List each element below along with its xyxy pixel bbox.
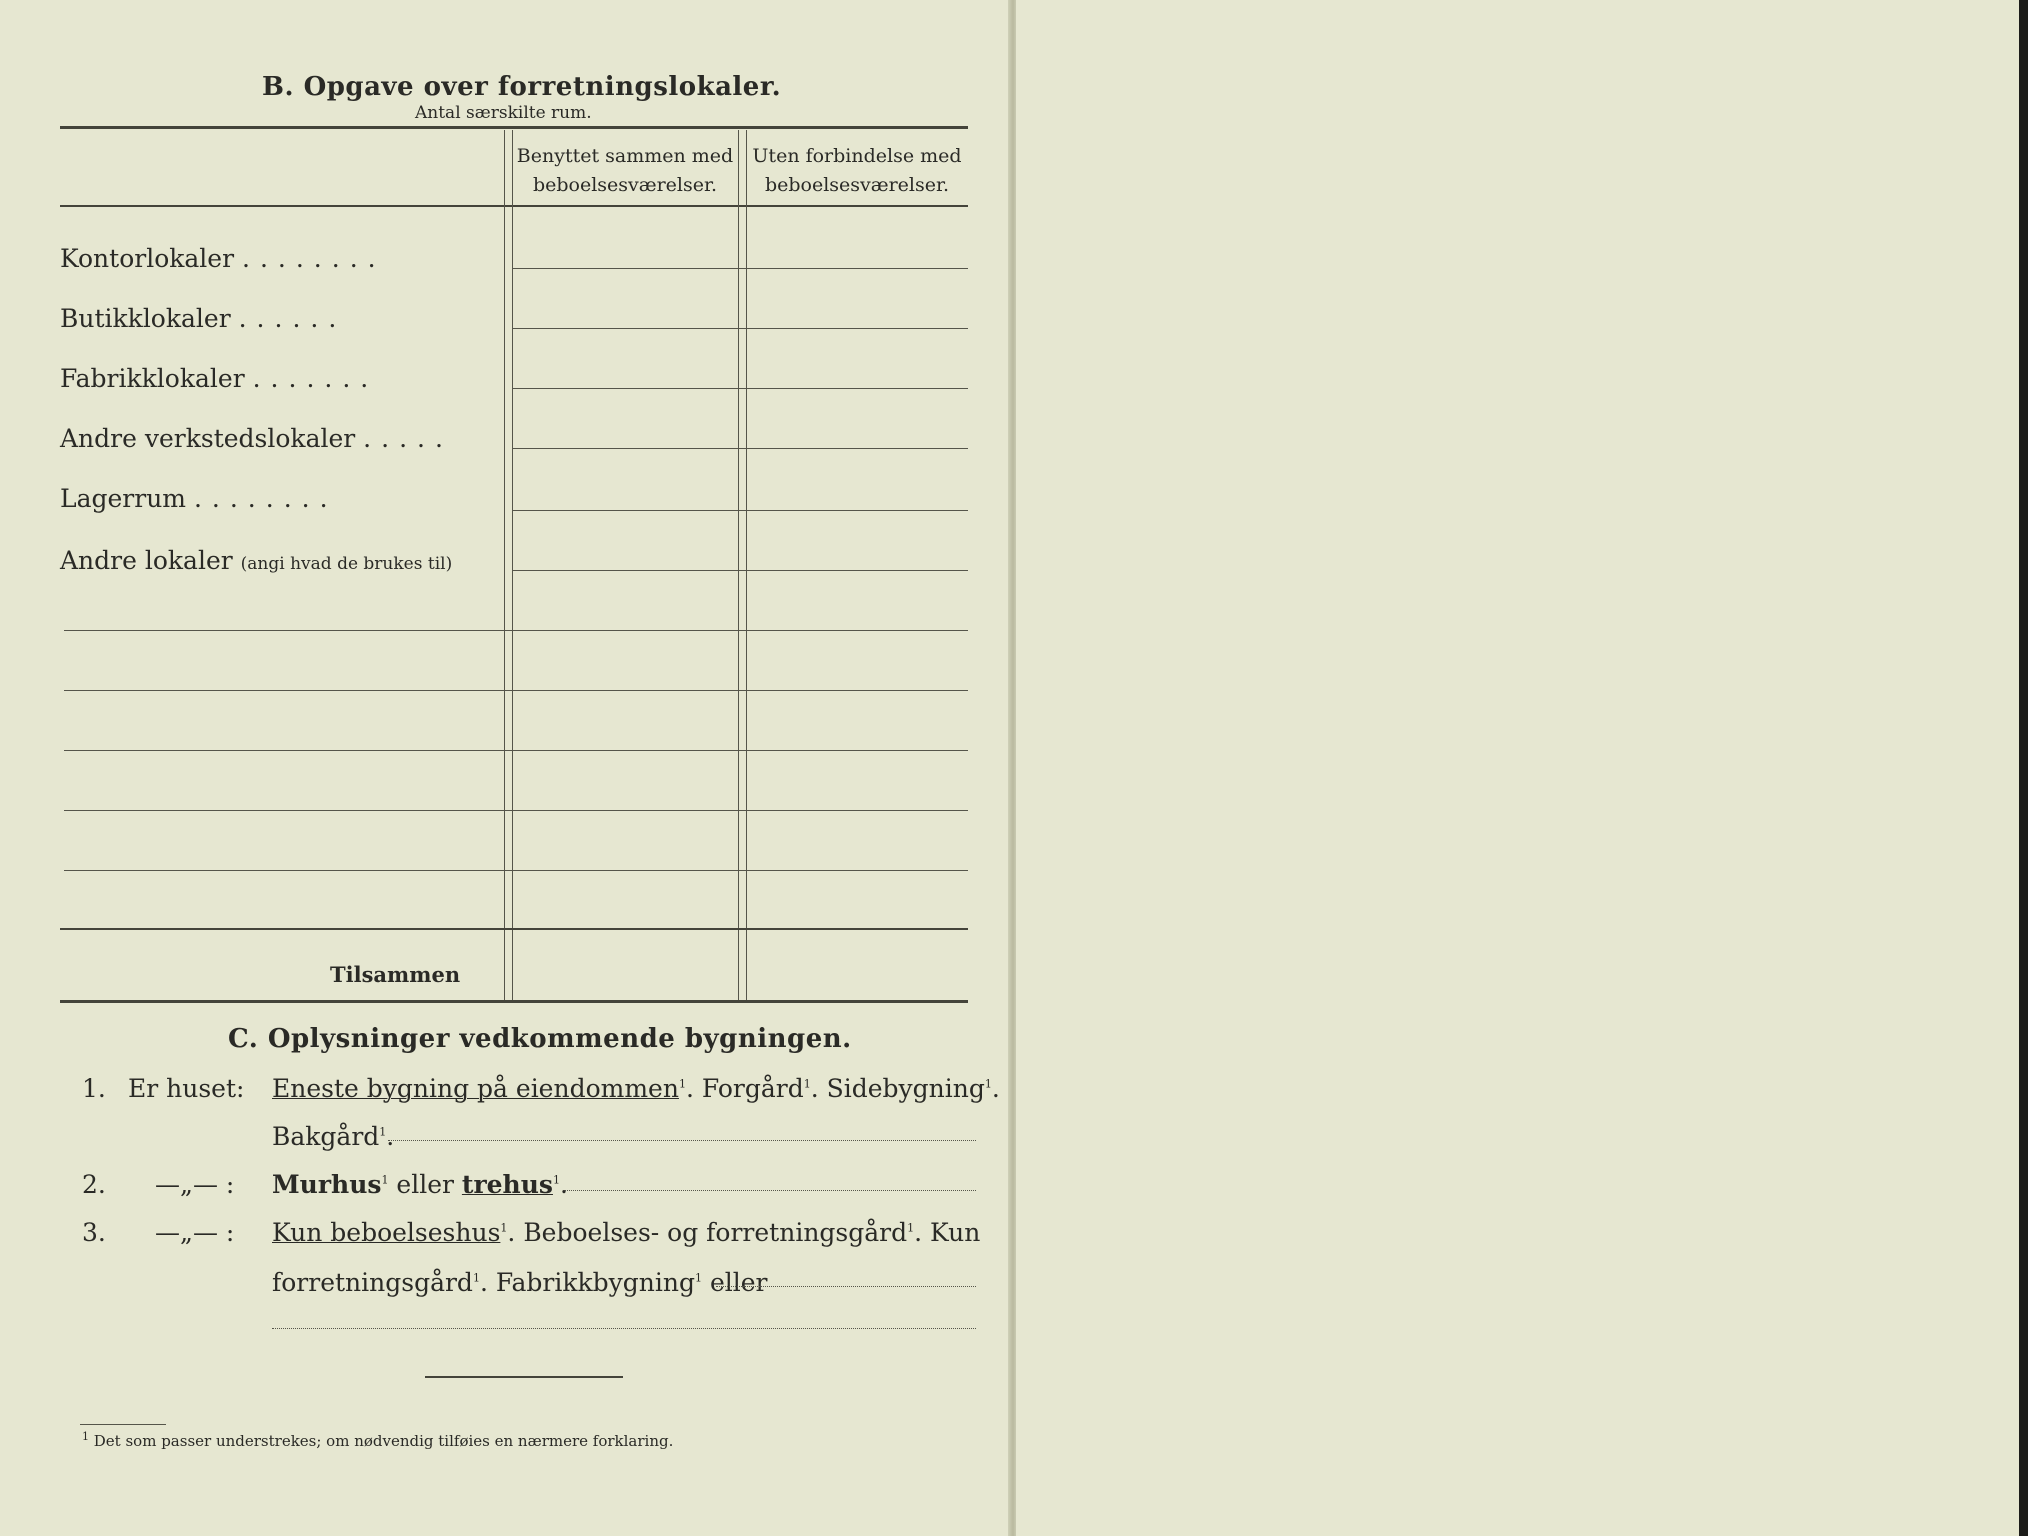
row-label-verkstedslokaler: Andre verkstedslokaler .....: [60, 424, 453, 453]
item3-options: Kun beboelseshus$^1$. Beboelses- og forretningsgård$^1$. Kun: [272, 1218, 981, 1247]
right-page: [1016, 0, 2019, 1536]
section-c-title: C. Oplysninger vedkommende bygningen.: [228, 1024, 852, 1054]
row-label-kontorlokaler: Kontorlokaler ........: [60, 244, 386, 273]
option-trehus: trehus: [461, 1170, 553, 1199]
row-label-andre-lokaler: Andre lokaler (angi hvad de brukes til): [60, 546, 453, 575]
footnote: $^1$ Det som passer understrekes; om nødvendig tilføies en nærmere forklaring.: [82, 1430, 674, 1450]
item3-options-cont: forretningsgård$^1$. Fabrikkbygning$^1$ eller: [272, 1268, 768, 1297]
column-header-shared: Benyttet sammen med beboelsesværelser.: [516, 145, 734, 196]
section-b-subtitle: Antal særskilte rum.: [415, 103, 592, 123]
total-label: Tilsammen: [330, 962, 461, 987]
item1-lead: Er huset:: [128, 1074, 245, 1103]
row-label-lagerrum: Lagerrum ........: [60, 484, 338, 513]
section-b-title: B. Opgave over forretningslokaler.: [262, 72, 782, 102]
item1-options-cont: Bakgård$^1$.: [272, 1122, 395, 1151]
option-eneste-bygning: Eneste bygning på eiendommen: [272, 1074, 679, 1103]
item2-number: 2.: [82, 1170, 106, 1199]
left-page: [0, 0, 1012, 1536]
item1-options: Eneste bygning på eiendommen$^1$. Forgård$^1$. Sidebygning$^1$.: [272, 1074, 1000, 1103]
item3-lead: —„— :: [155, 1218, 235, 1247]
item2-options: Murhus$^1$ eller trehus$^1$.: [272, 1170, 568, 1199]
item1-number: 1.: [82, 1074, 106, 1103]
row-label-butikklokaler: Butikklokaler ......: [60, 304, 347, 333]
option-kun-beboelseshus: Kun beboelseshus: [272, 1218, 501, 1247]
row-label-fabrikklokaler: Fabrikklokaler .......: [60, 364, 379, 393]
item3-number: 3.: [82, 1218, 106, 1247]
item2-lead: —„— :: [155, 1170, 235, 1199]
column-header-separate: Uten forbindelse med beboelsesværelser.: [752, 145, 962, 196]
